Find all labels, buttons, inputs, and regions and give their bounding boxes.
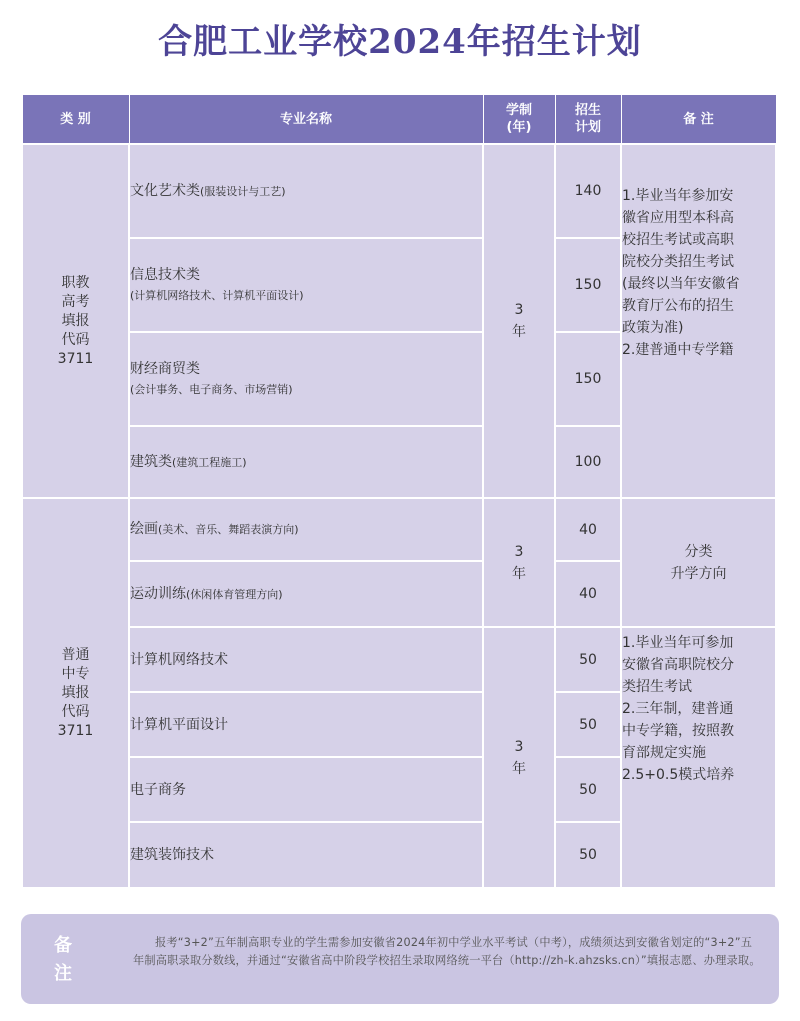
plan-count: 40 (555, 561, 621, 627)
plan-count: 40 (555, 498, 621, 561)
category-cell: 职教 高考 填报 代码 3711 (22, 144, 129, 498)
years-cell: 3 年 (483, 627, 555, 888)
major-cell: 信息技术类 (计算机网络技术、计算机平面设计) (129, 238, 483, 332)
footer-note-box (21, 914, 779, 1004)
major-cell: 运动训练(休闲体育管理方向) (129, 561, 483, 627)
major-cell: 绘画(美术、音乐、舞蹈表演方向) (129, 498, 483, 561)
plan-count: 50 (555, 757, 621, 822)
major-cell: 计算机网络技术 (129, 627, 483, 692)
enrollment-plan-table (21, 94, 777, 889)
note-cell: 分类 升学方向 (621, 498, 776, 627)
plan-count: 150 (555, 332, 621, 426)
plan-count: 150 (555, 238, 621, 332)
major-cell: 建筑类(建筑工程施工) (129, 426, 483, 498)
plan-count: 140 (555, 144, 621, 238)
plan-count: 50 (555, 627, 621, 692)
years-cell: 3 年 (483, 498, 555, 627)
note-cell: 1.毕业当年可参加 安徽省高职院校分 类招生考试 2.三年制，建普通 中专学籍，按照教 育部规定实施 2.5+0.5模式培养 (621, 627, 776, 888)
footer-note-text: 报考“3+2”五年制高职专业的学生需参加安徽省2024年初中学业水平考试（中考），成绩须达到安徽省划定的“3+2”五年制高职录取分数线，并通过“安徽省高中阶段学校招生录取网络统一平台（http://zh-k.ahzsks.cn）”填报志愿、办理录取。 (133, 936, 761, 967)
note-cell: 1.毕业当年参加安 徽省应用型本科高 校招生考试或高职 院校分类招生考试 (最终以当年安徽省 教育厅公布的招生 政策为准) 2.建普通中专学籍 (621, 144, 776, 498)
footer-label: 备 注 (54, 935, 72, 984)
major-cell: 文化艺术类(服装设计与工艺) (129, 144, 483, 238)
major-cell: 计算机平面设计 (129, 692, 483, 757)
major-cell: 建筑装饰技术 (129, 822, 483, 888)
table-row (22, 627, 776, 692)
plan-count: 50 (555, 822, 621, 888)
header-years: 学制 (年) (483, 95, 555, 145)
major-cell: 电子商务 (129, 757, 483, 822)
table-row (22, 498, 776, 561)
plan-count: 100 (555, 426, 621, 498)
table-row (22, 144, 776, 238)
page-title: 合肥工业学校2024年招生计划 (158, 22, 642, 62)
plan-count: 50 (555, 692, 621, 757)
years-cell: 3 年 (483, 144, 555, 498)
header-major: 专业名称 (129, 95, 483, 145)
major-cell: 财经商贸类 (会计事务、电子商务、市场营销) (129, 332, 483, 426)
header-note: 备 注 (621, 95, 776, 145)
header-category: 类 别 (22, 95, 129, 145)
category-cell: 普通 中专 填报 代码 3711 (22, 498, 129, 888)
table-header-row (22, 95, 776, 145)
header-plan: 招生 计划 (555, 95, 621, 145)
